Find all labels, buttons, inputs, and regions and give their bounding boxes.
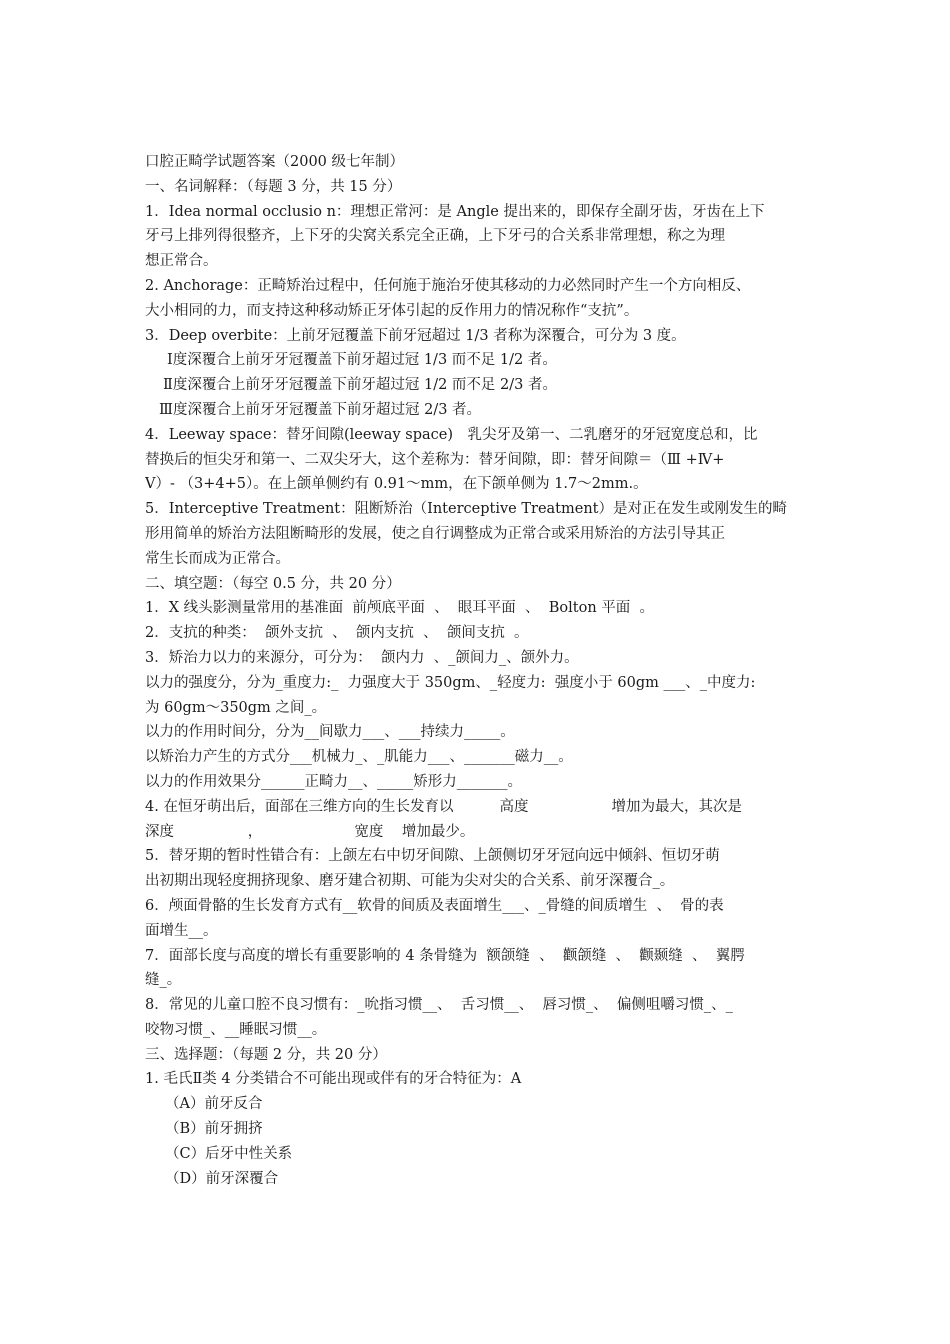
text-line: 3．Deep overbite：上前牙冠覆盖下前牙冠超过 1/3 者称为深覆合，可分为 3 度。 <box>145 327 686 344</box>
text-line: 想正常合。 <box>145 253 218 270</box>
document-title: 口腔正畸学试题答案（2000 级七年制） <box>145 154 405 170</box>
text-line: 1．X 线头影测量常用的基准面 前颅底平面 、 眼耳平面 、 Bolton 平面 。 <box>145 600 654 617</box>
text-line: 7．面部长度与高度的增长有重要影响的 4 条骨缝为 额颌缝 、 颧颌缝 、 颧颞缝 、 翼腭 <box>145 947 745 964</box>
text-line: 以力的作用效果分______正畸力__、_____矫形力_______。 <box>145 773 522 790</box>
text-line: 2. Anchorage：正畸矫治过程中，任何施于施治牙使其移动的力必然同时产生一个方向相反、 <box>145 277 751 294</box>
text-line: 以力的作用时间分，分为__间歇力___、___持续力_____。 <box>145 724 515 741</box>
text-line: Ⅲ度深覆合上前牙牙冠覆盖下前牙超过冠 2/3 者。 <box>159 401 482 418</box>
text-line: 2．支抗的种类： 颌外支抗 、 颌内支抗 、 颌间支抗 。 <box>145 625 529 642</box>
text-line: 8．常见的儿童口腔不良习惯有：_吮指习惯__、 舌习惯__、 唇习惯_、 偏侧咀嚼习惯_、_ <box>145 997 733 1014</box>
text-line: 常生长而成为正常合。 <box>145 550 290 567</box>
text-line: 出初期出现轻度拥挤现象、磨牙建合初期、可能为尖对尖的合关系、前牙深覆合_。 <box>145 873 675 890</box>
text-line: 4．Leeway space：替牙间隙(leeway space) 乳尖牙及第一、二乳磨牙的牙冠宽度总和，比 <box>145 426 758 443</box>
text-line: 替换后的恒尖牙和第一、二双尖牙大，这个差称为：替牙间隙，即：替牙间隙＝（Ⅲ +Ⅳ+ <box>145 451 725 468</box>
text-line: 3．矫治力以力的来源分，可分为： 颌内力 、_颌间力_、颌外力。 <box>145 649 579 666</box>
text-line: 形用简单的矫治方法阻断畸形的发展，使之自行调整成为正常合或采用矫治的方法引导其正 <box>145 525 725 542</box>
text-line: 面增生__。 <box>145 922 218 939</box>
option-a: （A）前牙反合 <box>165 1096 263 1113</box>
text-line: 大小相同的力，而支持这种移动矫正牙体引起的反作用力的情况称作“支抗”。 <box>145 302 639 319</box>
text-line: 以矫治力产生的方式分___机械力_、_肌能力___、_______磁力__。 <box>145 749 573 766</box>
text-line: 以力的强度分，分为_重度力:_ 力强度大于 350gm、_轻度力: 强度小于 60gm ___、_中度力: <box>145 674 756 691</box>
text-line: Ⅰ度深覆合上前牙牙冠覆盖下前牙超过冠 1/3 而不足 1/2 者。 <box>167 352 557 369</box>
option-b: （B）前牙拥挤 <box>165 1121 263 1138</box>
exam-answer-document <box>145 150 810 1191</box>
option-c: （C）后牙中性关系 <box>165 1145 293 1162</box>
text-line: 5．替牙期的暂时性错合有：上颌左右中切牙间隙、上颌侧切牙牙冠向远中倾斜、恒切牙萌 <box>145 848 720 865</box>
text-line: 缝_。 <box>145 972 182 989</box>
text-line: 为 60gm～350gm 之间_。 <box>145 699 327 716</box>
text-line: 6．颅面骨骼的生长发育方式有__软骨的间质及表面增生___、_骨缝的间质增生 、 骨的表 <box>145 897 724 914</box>
text-line: 咬物习惯_、__睡眠习惯__。 <box>145 1021 327 1038</box>
section-heading: 二、填空题：（每空 0.5 分，共 20 分） <box>145 575 401 592</box>
question-text: 1. 毛氏Ⅱ类 4 分类错合不可能出现或伴有的牙合特征为：A <box>145 1071 522 1088</box>
section-heading: 三、选择题：（每题 2 分，共 20 分） <box>145 1046 387 1063</box>
text-line: 深度 ， 宽度 增加最少。 <box>145 823 475 840</box>
text-line: Ⅴ）- （3+4+5）。在上颌单侧约有 0.91～mm，在下颌单侧为 1.7～2mm.。 <box>145 476 648 493</box>
section-heading: 一、名词解释：（每题 3 分，共 15 分） <box>145 178 402 195</box>
text-line: 5．Interceptive Treatment：阻断矫治（Interceptive Treatment）是对正在发生或刚发生的畸 <box>145 501 787 518</box>
option-d: （D）前牙深覆合 <box>165 1170 279 1187</box>
text-line: 4. 在恒牙萌出后，面部在三维方向的生长发育以 高度 增加为最大，其次是 <box>145 798 742 815</box>
text-line: 1．Idea normal occlusio n：理想正常河：是 Angle 提出来的，即保存全副牙齿，牙齿在上下 <box>145 203 765 220</box>
text-line: Ⅱ度深覆合上前牙牙冠覆盖下前牙超过冠 1/2 而不足 2/3 者。 <box>163 377 557 394</box>
text-line: 牙弓上排列得很整齐，上下牙的尖窝关系完全正确，上下牙弓的合关系非常理想，称之为理 <box>145 228 725 245</box>
